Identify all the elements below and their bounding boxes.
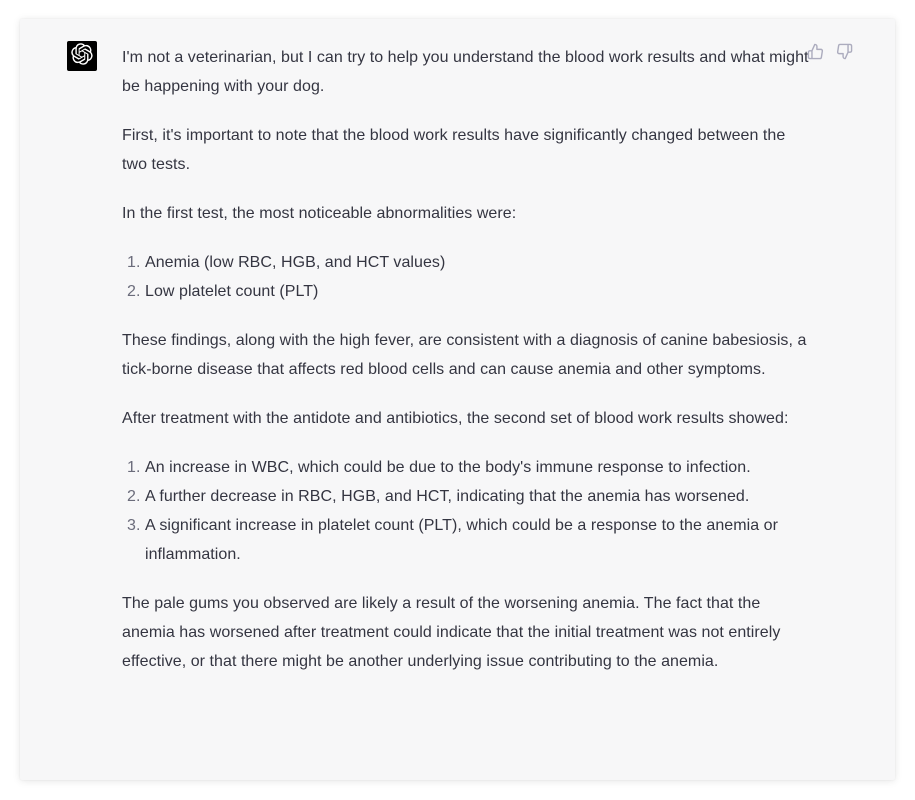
list-item: 2. Low platelet count (PLT) xyxy=(145,277,812,306)
message-paragraph: In the first test, the most noticeable abnormalities were: xyxy=(122,205,517,222)
list-item: 1. Anemia (low RBC, HGB, and HCT values) xyxy=(145,248,812,277)
list-item: 3. A significant increase in platelet count (PLT), which could be a response to the anemia or inflammation. xyxy=(145,511,812,569)
feedback-buttons xyxy=(806,45,853,63)
message-paragraph: The pale gums you observed are likely a result of the worsening anemia. The fact that the anemia has worsened after treatment could indicate that the initial treatment was not entirely effective, or that there might be another underlying issue contributing to the anemia. xyxy=(122,595,781,670)
thumbs-up-icon xyxy=(807,43,824,65)
openai-logo-icon xyxy=(71,43,93,70)
list-item: 1. An increase in WBC, which could be due to the body's immune response to infection. xyxy=(145,453,812,482)
message-paragraph: After treatment with the antidote and antibiotics, the second set of blood work results showed: xyxy=(122,410,789,427)
message-paragraph: I'm not a veterinarian, but I can try to help you understand the blood work results and what might be happening with your dog. xyxy=(122,49,809,95)
first-test-abnormalities-list xyxy=(122,248,812,306)
message-paragraph: These findings, along with the high fever, are consistent with a diagnosis of canine babesiosis, a tick-borne disease that affects red blood cells and can cause anemia and other symptoms. xyxy=(122,332,807,378)
assistant-message-card xyxy=(20,19,895,780)
list-item: 2. A further decrease in RBC, HGB, and HCT, indicating that the anemia has worsened. xyxy=(145,482,812,511)
assistant-avatar xyxy=(67,41,97,71)
message-paragraph: First, it's important to note that the blood work results have significantly changed between the two tests. xyxy=(122,127,786,173)
thumbs-down-button[interactable] xyxy=(835,45,853,63)
thumbs-down-icon xyxy=(836,43,853,65)
thumbs-up-button[interactable] xyxy=(806,45,824,63)
second-test-results-list xyxy=(122,453,812,569)
assistant-message xyxy=(122,43,812,696)
